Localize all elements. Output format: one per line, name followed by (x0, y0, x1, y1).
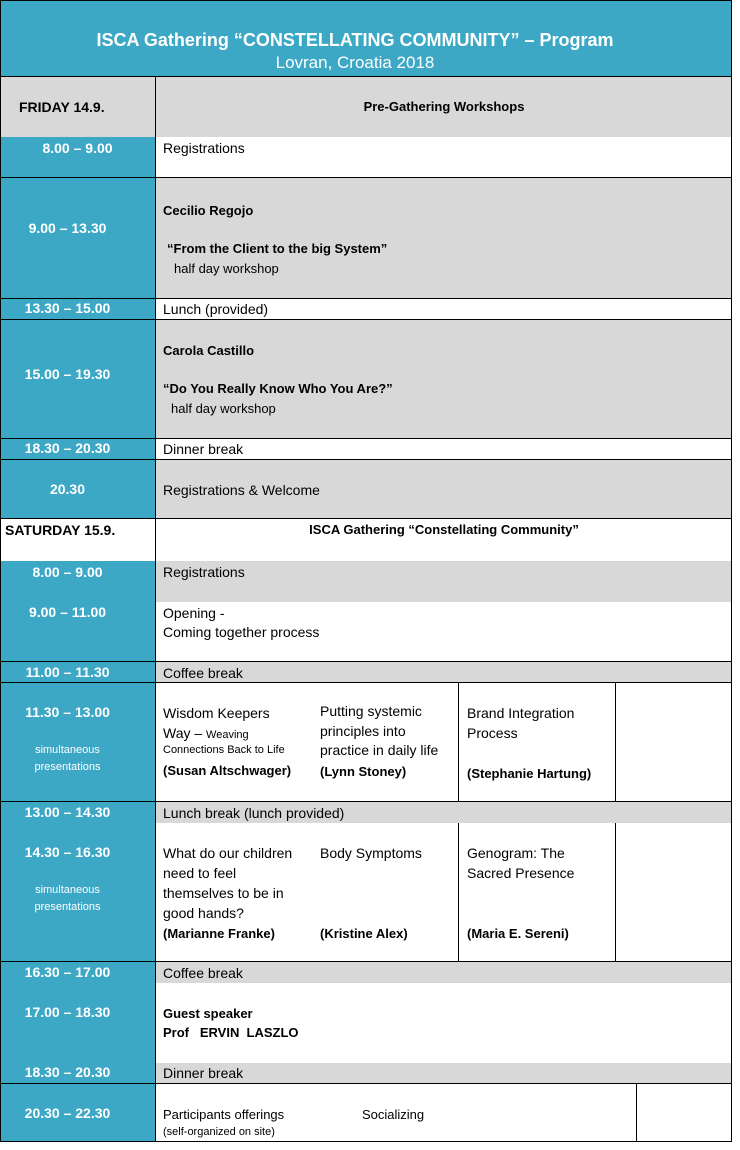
schedule-item: Registrations (163, 140, 245, 156)
schedule-item: Participants offerings (163, 1107, 285, 1122)
workshop-title: “From the Client to the big System” (167, 241, 388, 256)
schedule-item: Socializing (362, 1107, 425, 1122)
time-cell: 15.00 – 19.30 (24, 366, 111, 382)
presentation-title-part: Way – (163, 725, 207, 741)
schedule-item: Lunch (provided) (163, 301, 269, 317)
friday-day-label: FRIDAY 14.9. (19, 99, 105, 115)
schedule-item: Dinner break (163, 1065, 244, 1081)
speaker-name: Cecilio Regojo (163, 203, 254, 218)
guest-speaker-name: Prof ERVIN LASZLO (163, 1025, 299, 1040)
presentation-title: What do our children (163, 845, 293, 861)
presentation-title: Brand Integration (467, 705, 575, 721)
presenter-name: (Marianne Franke) (163, 926, 275, 941)
presentation-title: Putting systemic (320, 703, 422, 719)
time-cell: 18.30 – 20.30 (24, 1064, 111, 1080)
time-cell: 9.00 – 13.30 (28, 220, 107, 236)
time-cell: 9.00 – 11.00 (28, 604, 107, 620)
time-cell: 11.30 – 13.00 (25, 704, 110, 720)
saturday-day-label: SATURDAY 15.9. (5, 522, 116, 538)
presentation-title: themselves to be in (163, 885, 284, 901)
presenter-name: (Lynn Stoney) (320, 764, 407, 779)
presentation-title: Body Symptoms (320, 845, 422, 861)
presentation-title: Sacred Presence (467, 865, 575, 881)
schedule-item: Coffee break (163, 665, 243, 681)
schedule-item: Registrations & Welcome (163, 482, 320, 498)
presenter-name: (Stephanie Hartung) (467, 766, 592, 781)
time-cell: 20.30 – 22.30 (24, 1105, 111, 1121)
presenter-name: (Susan Altschwager) (163, 763, 292, 778)
workshop-note: half day workshop (171, 401, 276, 416)
schedule-item: Registrations (163, 564, 245, 580)
presentation-title: Process (467, 725, 518, 741)
friday-heading: Pre-Gathering Workshops (363, 99, 525, 114)
presentation-title: principles into (320, 723, 406, 739)
time-cell: 20.30 (49, 481, 86, 497)
time-cell: 8.00 – 9.00 (42, 140, 113, 156)
presentation-title: practice in daily life (320, 742, 439, 758)
presentation-title: need to feel (163, 865, 237, 881)
guest-speaker-label: Guest speaker (163, 1006, 253, 1021)
presentation-title: Wisdom Keepers (163, 705, 270, 721)
simultaneous-note: presentations (34, 761, 101, 773)
program-subtitle: Lovran, Croatia 2018 (275, 53, 435, 72)
time-cell: 18.30 – 20.30 (24, 440, 111, 456)
speaker-name: Carola Castillo (163, 343, 255, 358)
simultaneous-note: simultaneous (35, 744, 100, 756)
saturday-heading: ISCA Gathering “Constellating Community” (309, 522, 579, 537)
presenter-name: (Maria E. Sereni) (467, 926, 569, 941)
schedule-item: Opening - (163, 605, 225, 621)
simultaneous-note: presentations (34, 901, 101, 913)
workshop-title: “Do You Really Know Who You Are?” (163, 381, 393, 396)
presentation-title-part: Weaving (206, 729, 249, 741)
time-cell: 17.00 – 18.30 (24, 1004, 111, 1020)
time-cell: 14.30 – 16.30 (24, 844, 111, 860)
time-cell: 13.00 – 14.30 (24, 804, 111, 820)
workshop-note: half day workshop (174, 261, 279, 276)
time-cell: 8.00 – 9.00 (32, 564, 103, 580)
schedule-item: Lunch break (lunch provided) (163, 805, 345, 821)
time-cell: 11.00 – 11.30 (25, 664, 110, 680)
presentation-title: Connections Back to Life (163, 744, 285, 756)
program-title: ISCA Gathering “CONSTELLATING COMMUNITY” – Program (96, 30, 614, 50)
time-cell: 16.30 – 17.00 (24, 964, 111, 980)
schedule-item: Coffee break (163, 965, 243, 981)
schedule-item: Dinner break (163, 441, 244, 457)
presentation-title: Genogram: The (467, 845, 565, 861)
time-cell: 13.30 – 15.00 (24, 300, 111, 316)
schedule-item: (self-organized on site) (163, 1126, 275, 1138)
presentation-title: good hands? (163, 905, 244, 921)
schedule-item: Coming together process (163, 624, 320, 640)
simultaneous-note: simultaneous (35, 884, 100, 896)
presenter-name: (Kristine Alex) (320, 926, 408, 941)
